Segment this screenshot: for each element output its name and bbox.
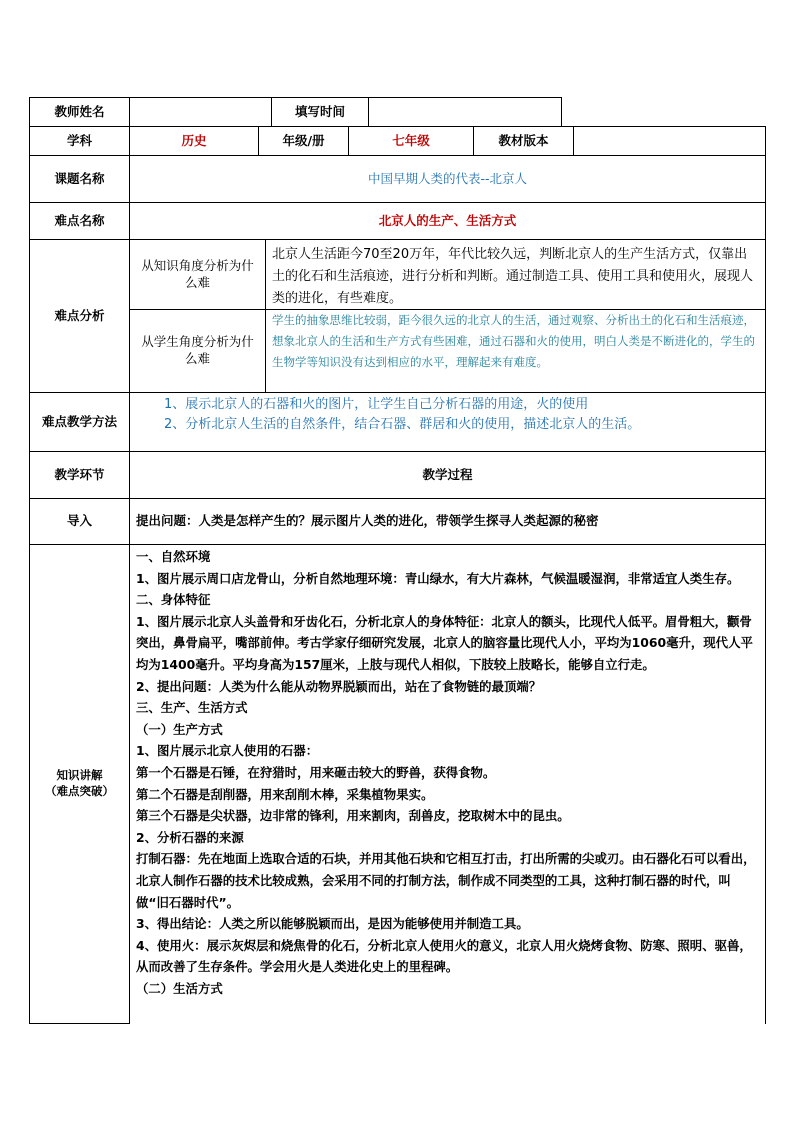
content-line: 第二个石器是刮削器，用来刮削木棒，采集植物果实。 [136, 786, 434, 802]
method-item-1: 1、展示北京人的石器和火的图片，让学生自己分析石器的用途，火的使用 [164, 397, 589, 412]
subject-value: 历史 [129, 126, 259, 156]
knowledge-angle-label-text: 从知识角度分析为什么难 [141, 257, 254, 290]
method-item-2: 2、分析北京人生活的自然条件，结合石器、群居和火的使用，描述北京人的生活。 [164, 417, 641, 432]
lesson-name-label: 课题名称 [29, 155, 130, 203]
fill-time-label: 填写时间 [271, 97, 369, 127]
knowledge-explain-label-line1: 知识讲解 [56, 768, 103, 783]
teaching-step-label: 教学环节 [29, 451, 130, 499]
grade-label: 年级/册 [258, 126, 349, 156]
analysis-label: 难点分析 [29, 239, 130, 393]
content-line: 1、图片展示周口店龙骨山，分析自然地理环境：青山绿水，有大片森林，气候温暖湿润，非常适宜人类生存。 [136, 570, 740, 586]
content-line: 一、自然环境 [136, 549, 211, 564]
content-line: 打制石器：先在地面上选取合适的石块，并用其他石块和它相互打击，打出所需的尖或刃。由石器化石可以看出，北京人制作石器的技术比较成熟，会采用不同的打制方法，制作成不同类型的工具，这种打制石器的时代，叫做“旧石器时代”。 [136, 851, 756, 910]
teaching-process-label: 教学过程 [129, 451, 766, 499]
knowledge-explain-content [129, 544, 766, 1024]
teacher-name-label: 教师姓名 [29, 97, 130, 127]
content-line: 三、生产、生活方式 [136, 700, 248, 716]
difficulty-name-label: 难点名称 [29, 202, 130, 240]
student-angle-label [129, 309, 266, 393]
content-line: （一）生产方式 [136, 721, 223, 737]
difficulty-name-value: 北京人的生产、生活方式 [129, 202, 766, 240]
content-line: 第三个石器是尖状器，边非常的锋利，用来割肉，刮兽皮，挖取树木中的昆虫。 [136, 808, 570, 824]
fill-time-value[interactable] [368, 97, 562, 127]
content-line: 二、身体特征 [136, 592, 211, 608]
content-line: 2、提出问题：人类为什么能从动物界脱颖而出，站在了食物链的最顶端？ [136, 678, 542, 694]
method-label: 难点教学方法 [29, 392, 130, 452]
content-line: 1、图片展示北京人头盖骨和牙齿化石，分析北京人的身体特征：北京人的额头，比现代人低平。眉骨粗大，颧骨突出，鼻骨扁平，嘴部前伸。考古学家仔细研究发展，北京人的脑容量比现代人小，平均为1060毫升，现代人平均为1400毫升。平均身高为157厘米，上肢与现代人相似，下肢较上肢略长，能够自立行走。 [136, 613, 753, 672]
knowledge-explain-label [29, 544, 130, 1024]
knowledge-angle-paragraph: 北京人生活距今70至20万年，年代比较久远，判断北京人的生产生活方式，仅靠出土的化石和生活痕迹，进行分析和判断。通过制造工具、使用工具和使用火，展现人类的进化，有些难度。 [272, 247, 754, 306]
teacher-name-value[interactable] [129, 97, 272, 127]
student-angle-label-text: 从学生角度分析为什么难 [141, 334, 254, 366]
content-line: 1、图片展示北京人使用的石器： [136, 743, 319, 759]
edition-label: 教材版本 [473, 126, 574, 156]
lesson-name-value: 中国早期人类的代表--北京人 [129, 155, 766, 203]
content-line: 第一个石器是石锤，在狩猎时，用来砸击较大的野兽，获得食物。 [136, 764, 496, 780]
content-line: 4、使用火：展示灰烬层和烧焦骨的化石，分析北京人使用火的意义，北京人用火烧烤食物、防寒、照明、驱兽，从而改善了生存条件。学会用火是人类进化史上的里程碑。 [136, 937, 752, 975]
content-line: 3、得出结论：人类之所以能够脱颖而出，是因为能够使用并制造工具。 [136, 916, 529, 932]
intro-value: 提出问题：人类是怎样产生的？展示图片人类的进化，带领学生探寻人类起源的秘密 [129, 498, 766, 545]
knowledge-angle-text [265, 239, 766, 310]
subject-label: 学科 [29, 126, 130, 156]
content-line: 2、分析石器的来源 [136, 829, 244, 845]
intro-label: 导入 [29, 498, 130, 545]
knowledge-explain-label-line2: （难点突破） [45, 784, 114, 798]
edition-value[interactable] [573, 126, 766, 156]
student-angle-text [265, 309, 766, 393]
knowledge-angle-label [129, 239, 266, 310]
method-content [129, 392, 766, 452]
content-line: （二）生活方式 [136, 980, 223, 996]
grade-value: 七年级 [348, 126, 474, 156]
student-angle-paragraph: 学生的抽象思维比较弱，距今很久远的北京人的生活，通过观察、分析出土的化石和生活痕迹，想象北京人的生活和生产方式有些困难，通过石器和火的使用，明白人类是不断进化的，学生的生物学等知识没有达到相应的水平，理解起来有难度。 [272, 313, 755, 369]
